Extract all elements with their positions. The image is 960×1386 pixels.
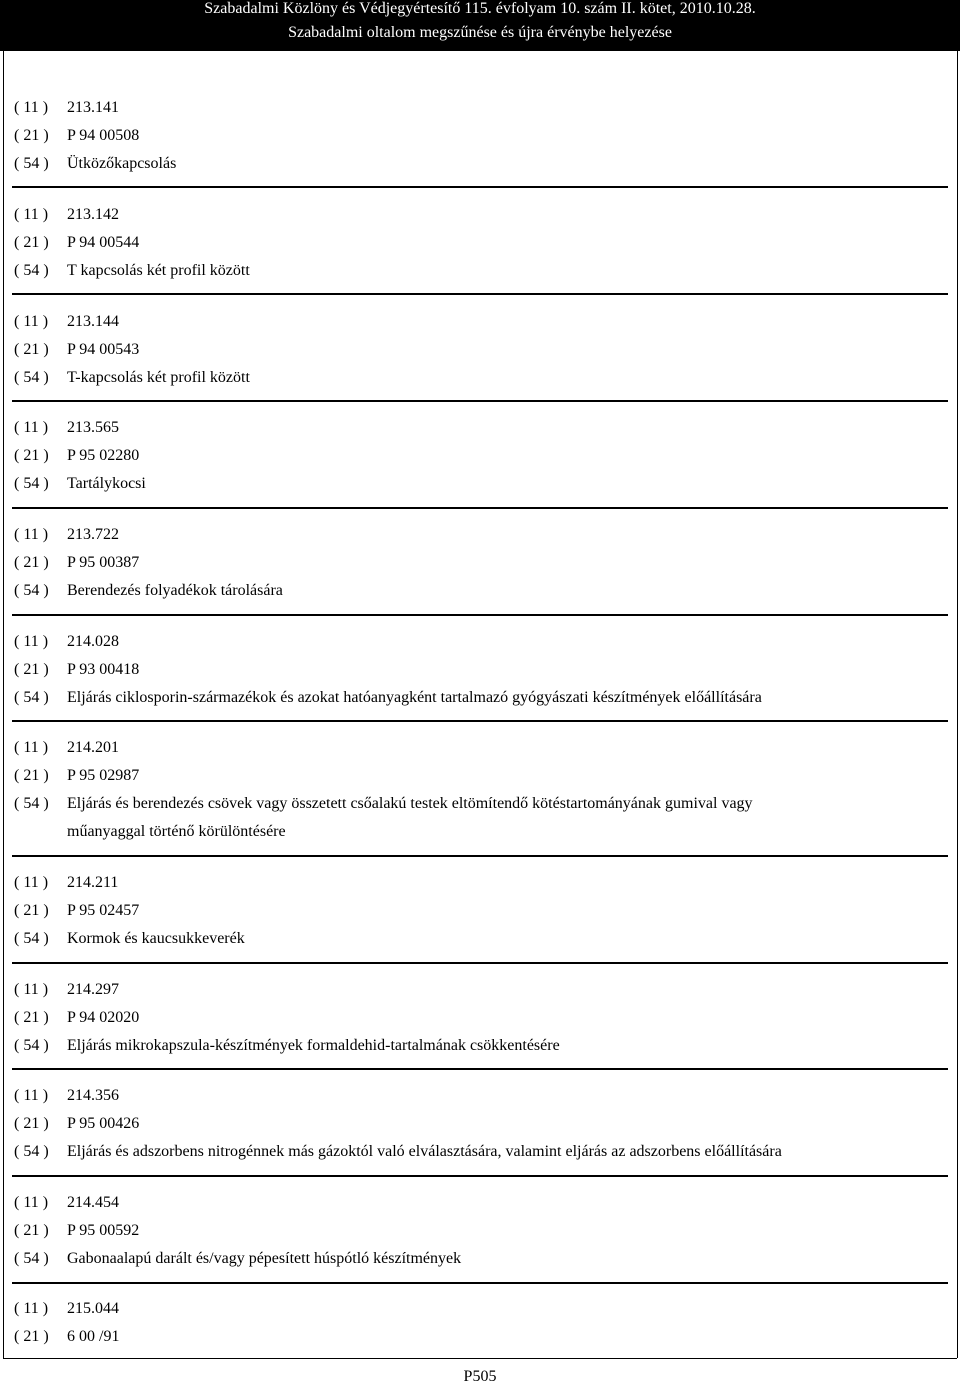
field-value: Kormok és kaucsukkeverék bbox=[67, 930, 245, 947]
field-value: Eljárás ciklosporin-származékok és azokat hatóanyagként tartalmazó gyógyászati készítmények előállítására bbox=[67, 689, 762, 706]
bottom-border bbox=[3, 1358, 957, 1359]
field-value: P 94 02020 bbox=[67, 1009, 140, 1026]
field-value: P 95 02280 bbox=[67, 447, 140, 464]
field-value: P 95 02987 bbox=[67, 767, 140, 784]
page-header bbox=[0, 0, 960, 50]
field-code: ( 11 ) bbox=[14, 1194, 49, 1211]
field-value: Eljárás és berendezés csövek vagy összetett csőalakú testek eltömítendő kötéstartományának gumival vagy bbox=[67, 795, 753, 812]
field-value: P 95 00426 bbox=[67, 1115, 140, 1132]
field-value: Ütközőkapcsolás bbox=[67, 155, 177, 172]
field-code: ( 54 ) bbox=[14, 369, 49, 386]
field-code: ( 11 ) bbox=[14, 526, 49, 543]
field-code: ( 11 ) bbox=[14, 419, 49, 436]
field-value: Eljárás mikrokapszula-készítmények formaldehid-tartalmának csökkentésére bbox=[67, 1037, 560, 1054]
field-value: 214.356 bbox=[67, 1087, 119, 1104]
field-value: 213.565 bbox=[67, 419, 119, 436]
entry-divider bbox=[12, 1175, 948, 1177]
field-code: ( 21 ) bbox=[14, 1115, 49, 1132]
entry-divider bbox=[12, 293, 948, 295]
field-value: Berendezés folyadékok tárolására bbox=[67, 582, 283, 599]
field-value: 214.454 bbox=[67, 1194, 119, 1211]
field-value: 213.141 bbox=[67, 99, 119, 116]
field-code: ( 21 ) bbox=[14, 1009, 49, 1026]
field-code: ( 21 ) bbox=[14, 1222, 49, 1239]
field-code: ( 54 ) bbox=[14, 582, 49, 599]
field-value: P 95 00592 bbox=[67, 1222, 140, 1239]
field-value: 6 00 /91 bbox=[67, 1328, 120, 1345]
field-code: ( 54 ) bbox=[14, 689, 49, 706]
entry-divider bbox=[12, 1282, 948, 1284]
field-value: P 93 00418 bbox=[67, 661, 140, 678]
field-value: 214.297 bbox=[67, 981, 119, 998]
right-border bbox=[957, 50, 958, 1358]
field-code: ( 54 ) bbox=[14, 262, 49, 279]
field-code: ( 54 ) bbox=[14, 155, 49, 172]
field-code: ( 11 ) bbox=[14, 313, 49, 330]
field-code: ( 21 ) bbox=[14, 127, 49, 144]
field-value: 214.201 bbox=[67, 739, 119, 756]
field-code: ( 11 ) bbox=[14, 1300, 49, 1317]
entry-divider bbox=[12, 962, 948, 964]
field-code: ( 21 ) bbox=[14, 661, 49, 678]
field-value: Gabonaalapú darált és/vagy pépesített húspótló készítmények bbox=[67, 1250, 462, 1267]
entry-divider bbox=[12, 186, 948, 188]
field-code: ( 11 ) bbox=[14, 874, 49, 891]
field-code: ( 54 ) bbox=[14, 1143, 49, 1160]
field-code: ( 11 ) bbox=[14, 99, 49, 116]
field-code: ( 11 ) bbox=[14, 1087, 49, 1104]
field-value: műanyaggal történő körülöntésére bbox=[67, 823, 286, 840]
field-code: ( 54 ) bbox=[14, 475, 49, 492]
field-value: P 95 02457 bbox=[67, 902, 140, 919]
field-code: ( 21 ) bbox=[14, 447, 49, 464]
entry-divider bbox=[12, 614, 948, 616]
field-code: ( 11 ) bbox=[14, 633, 49, 650]
field-value: T-kapcsolás két profil között bbox=[67, 369, 250, 386]
field-value: 213.144 bbox=[67, 313, 119, 330]
field-code: ( 21 ) bbox=[14, 234, 49, 251]
header-section-title: Szabadalmi oltalom megszűnése és újra érvénybe helyezése bbox=[288, 24, 672, 41]
field-code: ( 54 ) bbox=[14, 1037, 49, 1054]
field-code: ( 21 ) bbox=[14, 902, 49, 919]
field-code: ( 54 ) bbox=[14, 930, 49, 947]
field-code: ( 21 ) bbox=[14, 767, 49, 784]
field-value: Tartálykocsi bbox=[67, 475, 146, 492]
field-code: ( 21 ) bbox=[14, 554, 49, 571]
field-code: ( 54 ) bbox=[14, 1250, 49, 1267]
field-value: 214.028 bbox=[67, 633, 119, 650]
entry-divider bbox=[12, 855, 948, 857]
page-number: P505 bbox=[463, 1368, 497, 1385]
field-value: P 95 00387 bbox=[67, 554, 140, 571]
field-code: ( 11 ) bbox=[14, 739, 49, 756]
field-value: P 94 00543 bbox=[67, 341, 140, 358]
entry-divider bbox=[12, 1068, 948, 1070]
field-value: P 94 00508 bbox=[67, 127, 140, 144]
field-code: ( 21 ) bbox=[14, 341, 49, 358]
field-value: 213.722 bbox=[67, 526, 119, 543]
field-value: P 94 00544 bbox=[67, 234, 140, 251]
field-value: 215.044 bbox=[67, 1300, 119, 1317]
field-value: 213.142 bbox=[67, 206, 119, 223]
field-value: T kapcsolás két profil között bbox=[67, 262, 250, 279]
left-border bbox=[3, 50, 4, 1358]
entry-divider bbox=[12, 507, 948, 509]
field-code: ( 11 ) bbox=[14, 206, 49, 223]
header-journal-title: Szabadalmi Közlöny és Védjegyértesítő 115. évfolyam 10. szám II. kötet, 2010.10.28. bbox=[204, 0, 756, 17]
field-code: ( 54 ) bbox=[14, 795, 49, 812]
entry-divider bbox=[12, 400, 948, 402]
field-value: 214.211 bbox=[67, 874, 119, 891]
field-code: ( 21 ) bbox=[14, 1328, 49, 1345]
field-code: ( 11 ) bbox=[14, 981, 49, 998]
header-divider bbox=[0, 50, 960, 51]
field-value: Eljárás és adszorbens nitrogénnek más gázoktól való elválasztására, valamint eljárás az adszorbens előállítására bbox=[67, 1143, 782, 1160]
entry-divider bbox=[12, 720, 948, 722]
